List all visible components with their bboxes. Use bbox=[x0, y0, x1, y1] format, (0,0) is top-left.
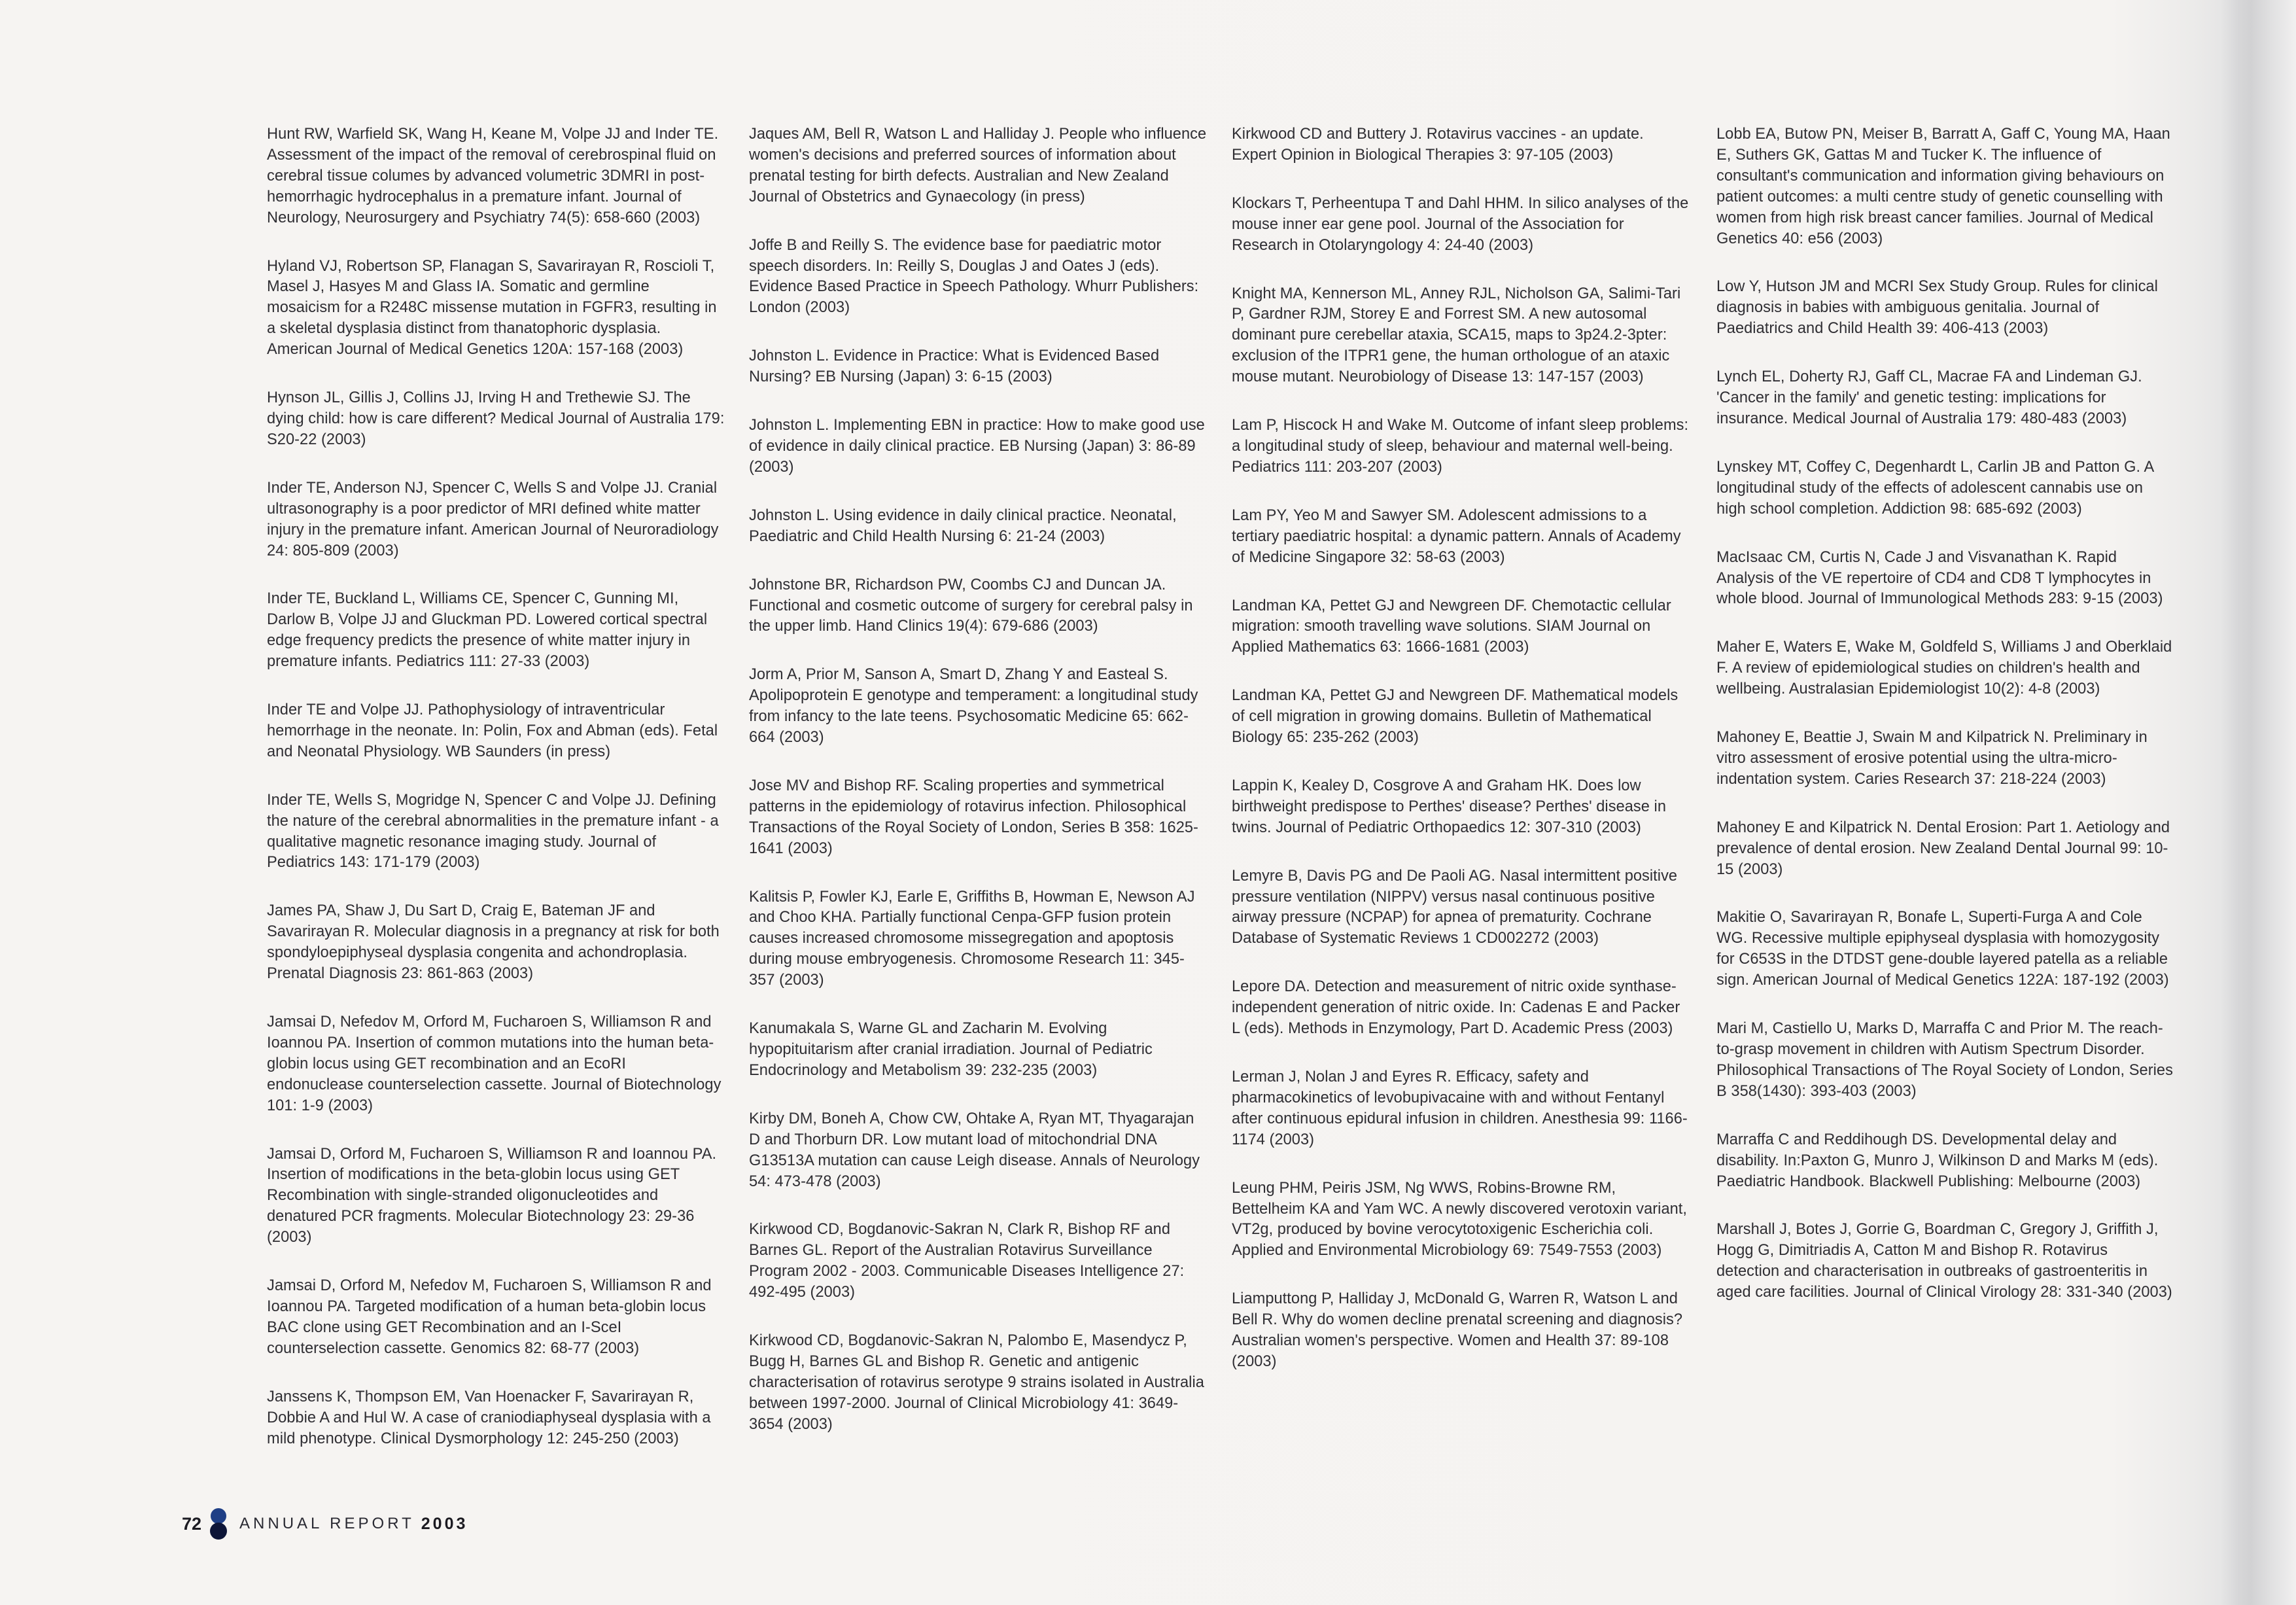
reference-entry: Hyland VJ, Robertson SP, Flanagan S, Savarirayan R, Roscioli T, Masel J, Hasyes M and Glass IA. Somatic and germline mosaicism for a R248C missense mutation in FGFR3, resulting in a skeletal dysplasia distinct from thanatophoric dysplasia. American Journal of Medical Genetics 120A: 157-168 (2003) bbox=[267, 257, 717, 359]
reference-column-2 bbox=[749, 124, 1207, 1463]
reference-entry: Lam PY, Yeo M and Sawyer SM. Adolescent admissions to a tertiary paediatric hospital: a dynamic pattern. Annals of Academy of Medicine Singapore 32: 58-63 (2003) bbox=[1232, 506, 1681, 566]
reference-entry: Marraffa C and Reddihough DS. Developmental delay and disability. In:Paxton G, Munro J, Wilkinson D and Marks M (eds). Paediatric Handbook. Blackwell Publishing: Melbourne (2003) bbox=[1716, 1131, 2159, 1190]
reference-entry: Landman KA, Pettet GJ and Newgreen DF. Mathematical models of cell migration in growing domains. Bulletin of Mathematical Biology 65: 235-262 (2003) bbox=[1232, 687, 1679, 747]
reference-entry: Makitie O, Savarirayan R, Bonafe L, Superti-Furga A and Cole WG. Recessive multiple epiphyseal dysplasia with homozygosity for C653S in the DTDST gene-double layered patella as a reliable sign. American Journal of Medical Genetics 122A: 187-192 (2003) bbox=[1716, 909, 2169, 989]
reference-entry: Lappin K, Kealey D, Cosgrove A and Graham HK. Does low birthweight predispose to Perthes' disease? Perthes' disease in twins. Journal of Pediatric Orthopaedics 12: 307-310 (2003) bbox=[1232, 777, 1666, 836]
reference-entry: Lemyre B, Davis PG and De Paoli AG. Nasal intermittent positive pressure ventilation (NIPPV) versus nasal continuous positive airway pressure (NCPAP) for apnea of prematurity. Cochrane Database of Systematic Reviews 1 CD002272 (2003) bbox=[1232, 867, 1678, 947]
reference-entry: Lynskey MT, Coffey C, Degenhardt L, Carlin JB and Patton G. A longitudinal study of the effects of adolescent cannabis use on high school completion. Addiction 98: 685-692 (2003) bbox=[1716, 458, 2153, 518]
reference-entry: Inder TE, Wells S, Mogridge N, Spencer C and Volpe JJ. Defining the nature of the cerebral abnormalities in the premature infant - a qualitative magnetic resonance imaging study. Journal of Pediatrics 143: 171-179 (2003) bbox=[267, 791, 719, 872]
reference-entry: Low Y, Hutson JM and MCRI Sex Study Group. Rules for clinical diagnosis in babies with ambiguous genitalia. Journal of Paediatrics and Child Health 39: 406-413 (2003) bbox=[1716, 278, 2158, 338]
reference-column-4 bbox=[1716, 124, 2174, 1331]
reference-entry: Klockars T, Perheentupa T and Dahl HHM. In silico analyses of the mouse inner ear gene pool. Journal of the Association for Research in Otolaryngology 4: 24-40 (2003) bbox=[1232, 194, 1689, 254]
reference-entry: Jamsai D, Orford M, Nefedov M, Fucharoen S, Williamson R and Ioannou PA. Targeted modification of a human beta-globin locus BAC clone using GET Recombination and an I-SceI counterselection cassette. Genomics 82: 68-77 (2003) bbox=[267, 1277, 712, 1357]
page-number: 72 bbox=[182, 1513, 202, 1534]
reference-entry: Jaques AM, Bell R, Watson L and Halliday J. People who influence women's decisions and preferred sources of information about prenatal testing for birth defects. Australian and New Zealand Journal of Obstetrics and Gynaecology (in press) bbox=[749, 126, 1207, 205]
reference-entry: Hunt RW, Warfield SK, Wang H, Keane M, Volpe JJ and Inder TE. Assessment of the impact of the removal of cerebrospinal fluid on cerebral tissue columes by advanced volumetric 3DMRI in post-hemorrhagic hydrocephalus in a premature infant. Journal of Neurology, Neurosurgery and Psychiatry 74(5): 658-660 (2003) bbox=[267, 126, 719, 226]
reference-entry: James PA, Shaw J, Du Sart D, Craig E, Bateman JF and Savarirayan R. Molecular diagnosis in a pregnancy at risk for both spondyloepiphyseal dysplasia congenita and achondroplasia. Prenatal Diagnosis 23: 861-863 (2003) bbox=[267, 902, 720, 983]
reference-entry: Joffe B and Reilly S. The evidence base for paediatric motor speech disorders. In: Reilly S, Douglas J and Oates J (eds). Evidence Based Practice in Speech Pathology. Whurr Publishers: London (2003) bbox=[749, 236, 1199, 317]
page-footer bbox=[182, 1508, 468, 1540]
reference-entry: Kirkwood CD and Buttery J. Rotavirus vaccines - an update. Expert Opinion in Biological Therapies 3: 97-105 (2003) bbox=[1232, 126, 1644, 164]
reference-entry: Lynch EL, Doherty RJ, Gaff CL, Macrae FA and Lindeman GJ. 'Cancer in the family' and genetic testing: implications for insurance. Medical Journal of Australia 179: 480-483 (2003) bbox=[1716, 368, 2142, 427]
reference-entry: Inder TE and Volpe JJ. Pathophysiology of intraventricular hemorrhage in the neonate. In: Polin, Fox and Abman (eds). Fetal and Neonatal Physiology. WB Saunders (in press) bbox=[267, 701, 718, 760]
reference-column-1 bbox=[267, 124, 725, 1477]
reference-entry: Mahoney E, Beattie J, Swain M and Kilpatrick N. Preliminary in vitro assessment of erosive potential using the ultra-micro-indentation system. Caries Research 37: 218-224 (2003) bbox=[1716, 729, 2148, 788]
reference-entry: Janssens K, Thompson EM, Van Hoenacker F, Savarirayan R, Dobbie A and Hul W. A case of craniodiaphyseal dysplasia with a mild phenotype. Clinical Dysmorphology 12: 245-250 (2003) bbox=[267, 1388, 711, 1447]
reference-entry: Johnston L. Implementing EBN in practice: How to make good use of evidence in daily clinical practice. EB Nursing (Japan) 3: 86-89 (2003) bbox=[749, 417, 1205, 476]
reference-entry: Mahoney E and Kilpatrick N. Dental Erosion: Part 1. Aetiology and prevalence of dental erosion. New Zealand Dental Journal 99: 10-15 (2003) bbox=[1716, 819, 2170, 878]
reference-entry: Leung PHM, Peiris JSM, Ng WWS, Robins-Browne RM, Bettelheim KA and Yam WC. A newly discovered verotoxin variant, VT2g, produced by bovine verocytotoxigenic Escherichia coli. Applied and Environmental Microbiology 69: 7549-7553 (2003) bbox=[1232, 1179, 1688, 1260]
reference-entry: Johnstone BR, Richardson PW, Coombs CJ and Duncan JA. Functional and cosmetic outcome of surgery for cerebral palsy in the upper limb. Hand Clinics 19(4): 679-686 (2003) bbox=[749, 576, 1193, 635]
reference-entry: Lobb EA, Butow PN, Meiser B, Barratt A, Gaff C, Young MA, Haan E, Suthers GK, Gattas M and Tucker K. The influence of consultant's communication and information giving behaviours on patient outcomes: a multi centre study of genetic counselling with women from high risk breast cancer families. Journal of Medical Genetics 40: e56 (2003) bbox=[1716, 126, 2170, 247]
reference-entry: Kalitsis P, Fowler KJ, Earle E, Griffiths B, Howman E, Newson AJ and Choo KHA. Partially functional Cenpa-GFP fusion protein causes increased chromosome missegregation and apoptosis during mouse embryogenesis. Chromosome Research 11: 345-357 (2003) bbox=[749, 888, 1195, 989]
reference-entry: Knight MA, Kennerson ML, Anney RJL, Nicholson GA, Salimi-Tari P, Gardner RJM, Storey E and Forrest SM. A new autosomal dominant pure cerebellar ataxia, SCA15, maps to 3p24.2-3pter: exclusion of the ITPR1 gene, the human orthologue of an ataxic mouse mutant. Neurobiology of Disease 13: 147-157 (2003) bbox=[1232, 285, 1681, 386]
reference-entry: Landman KA, Pettet GJ and Newgreen DF. Chemotactic cellular migration: smooth travelling wave solutions. SIAM Journal on Applied Mathematics 63: 1666-1681 (2003) bbox=[1232, 597, 1671, 656]
reference-entry: Marshall J, Botes J, Gorrie G, Boardman C, Gregory J, Griffith J, Hogg G, Dimitriadis A, Catton M and Bishop R. Rotavirus detection and characterisation in outbreaks of gastroenteritis in aged care facilities. Journal of Clinical Virology 28: 331-340 (2003) bbox=[1716, 1221, 2172, 1301]
reference-entry: Maher E, Waters E, Wake M, Goldfeld S, Williams J and Oberklaid F. A review of epidemiological studies on children's health and wellbeing. Australasian Epidemiologist 10(2): 4-8 (2003) bbox=[1716, 639, 2172, 698]
reference-entry: Inder TE, Buckland L, Williams CE, Spencer C, Gunning MI, Darlow B, Volpe JJ and Gluckman PD. Lowered cortical spectral edge frequency predicts the presence of white matter injury in premature infants. Pediatrics 111: 27-33 (2003) bbox=[267, 590, 708, 671]
report-label: ANNUAL REPORT bbox=[239, 1515, 415, 1532]
reference-entry: Kirkwood CD, Bogdanovic-Sakran N, Clark R, Bishop RF and Barnes GL. Report of the Australian Rotavirus Surveillance Program 2002 - 2003. Communicable Diseases Intelligence 27: 492-495 (2003) bbox=[749, 1221, 1185, 1301]
reference-entry: Lepore DA. Detection and measurement of nitric oxide synthase-independent generation of nitric oxide. In: Cadenas E and Packer L (eds). Methods in Enzymology, Part D. Academic Press (2003) bbox=[1232, 978, 1680, 1038]
reference-entry: Hynson JL, Gillis J, Collins JJ, Irving H and Trethewie SJ. The dying child: how is care different? Medical Journal of Australia 179: S20-22 (2003) bbox=[267, 389, 725, 448]
reference-column-3 bbox=[1232, 124, 1690, 1400]
reference-entry: Jamsai D, Nefedov M, Orford M, Fucharoen S, Williamson R and Ioannou PA. Insertion of common mutations into the human beta-globin locus using GET recombination and an EcoRI endonuclease counterselection cassette. Journal of Biotechnology 101: 1-9 (2003) bbox=[267, 1014, 722, 1114]
report-logo-icon bbox=[207, 1508, 230, 1540]
reference-entry: Mari M, Castiello U, Marks D, Marraffa C and Prior M. The reach-to-grasp movement in children with Autism Spectrum Disorder. Philosophical Transactions of The Royal Society of London, Series B 358(1430): 393-403 (2003) bbox=[1716, 1020, 2173, 1100]
reference-entry: Lerman J, Nolan J and Eyres R. Efficacy, safety and pharmacokinetics of levobupivacaine with and without Fentanyl after continuous epidural infusion in children. Anesthesia 99: 1166-1174 (2003) bbox=[1232, 1068, 1688, 1148]
reference-entry: Kirby DM, Boneh A, Chow CW, Ohtake A, Ryan MT, Thyagarajan D and Thorburn DR. Low mutant load of mitochondrial DNA G13513A mutation can cause Leigh disease. Annals of Neurology 54: 473-478 (2003) bbox=[749, 1110, 1200, 1190]
reference-entry: Jose MV and Bishop RF. Scaling properties and symmetrical patterns in the epidemiology of rotavirus infection. Philosophical Transactions of the Royal Society of London, Series B 358: 1625-1641 (2003) bbox=[749, 777, 1198, 857]
reference-entry: Lam P, Hiscock H and Wake M. Outcome of infant sleep problems: a longitudinal study of sleep, behaviour and maternal well-being. Pediatrics 111: 203-207 (2003) bbox=[1232, 417, 1689, 476]
reference-entry: Inder TE, Anderson NJ, Spencer C, Wells S and Volpe JJ. Cranial ultrasonography is a poor predictor of MRI defined white matter injury in the premature infant. American Journal of Neuroradiology 24: 805-809 (2003) bbox=[267, 479, 719, 559]
reference-entry: Johnston L. Using evidence in daily clinical practice. Neonatal, Paediatric and Child Health Nursing 6: 21-24 (2003) bbox=[749, 506, 1177, 545]
reference-entry: MacIsaac CM, Curtis N, Cade J and Visvanathan K. Rapid Analysis of the VE repertoire of CD4 and CD8 T lymphocytes in whole blood. Journal of Immunological Methods 283: 9-15 (2003) bbox=[1716, 548, 2163, 608]
reference-entry: Liamputtong P, Halliday J, McDonald G, Warren R, Watson L and Bell R. Why do women decline prenatal screening and diagnosis? Australian women's perspective. Women and Health 37: 89-108 (2003) bbox=[1232, 1290, 1683, 1370]
reference-entry: Kirkwood CD, Bogdanovic-Sakran N, Palombo E, Masendycz P, Bugg H, Barnes GL and Bishop R. Genetic and antigenic characterisation of rotavirus serotype 9 strains isolated in Australia between 1997-2000. Journal of Clinical Microbiology 41: 3649-3654 (2003) bbox=[749, 1332, 1204, 1433]
reference-entry: Jorm A, Prior M, Sanson A, Smart D, Zhang Y and Easteal S. Apolipoprotein E genotype and temperament: a longitudinal study from infancy to the late teens. Psychosomatic Medicine 65: 662-664 (2003) bbox=[749, 666, 1198, 747]
reference-entry: Kanumakala S, Warne GL and Zacharin M. Evolving hypopituitarism after cranial irradiation. Journal of Pediatric Endocrinology and Metabolism 39: 232-235 (2003) bbox=[749, 1020, 1153, 1079]
report-year: 2003 bbox=[421, 1514, 468, 1533]
reference-entry: Johnston L. Evidence in Practice: What is Evidenced Based Nursing? EB Nursing (Japan) 3: 6-15 (2003) bbox=[749, 347, 1160, 386]
reference-entry: Jamsai D, Orford M, Fucharoen S, Williamson R and Ioannou PA. Insertion of modifications in the beta-globin locus using GET Recombination with single-stranded oligonucleotides and denatured PCR fragments. Molecular Biotechnology 23: 29-36 (2003) bbox=[267, 1145, 717, 1246]
